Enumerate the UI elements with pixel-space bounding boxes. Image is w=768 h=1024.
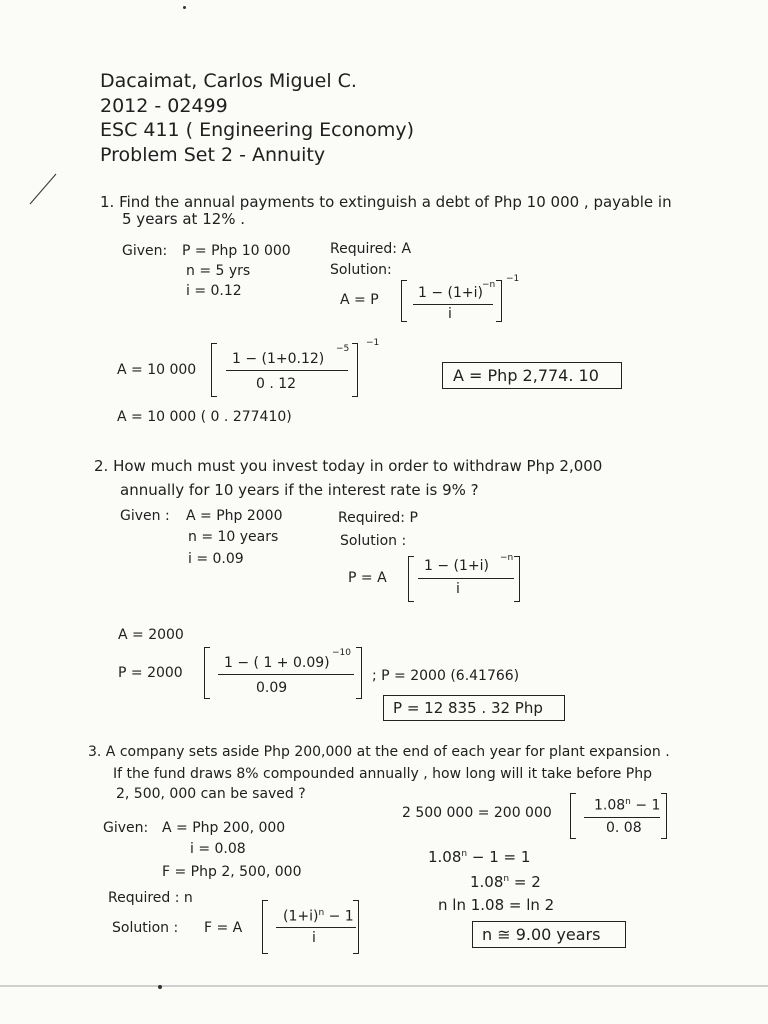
p3-eq-num-text: 1.08 [594, 797, 626, 814]
p1-formula-outer-exp: −1 [506, 274, 520, 284]
p1-sub-left-bracket [211, 343, 217, 397]
p2-sub-num-exp: −10 [332, 648, 351, 658]
p1-formula-lhs: A = P [340, 292, 379, 308]
p3-required: Required : n [108, 890, 193, 906]
p3-log-step3: n ln 1.08 = ln 2 [438, 896, 555, 914]
p3-formula-left-bracket [262, 900, 268, 954]
p1-given-p: P = Php 10 000 [182, 243, 291, 259]
p2-formula-denominator: i [456, 581, 460, 597]
p1-formula-num-exp: −n [482, 280, 496, 290]
p2-given-a: A = Php 2000 [186, 508, 283, 524]
p3-solution-label: Solution : [112, 920, 179, 936]
p2-given-n: n = 10 years [188, 529, 279, 545]
p2-question-line2: annually for 10 years if the interest rate is 9% ? [120, 481, 479, 499]
p2-sub-left-bracket [204, 647, 210, 699]
problem-set-title: Problem Set 2 - Annuity [100, 144, 326, 166]
student-id: 2012 - 02499 [100, 95, 228, 117]
p3-formula-num-exp: n [318, 908, 325, 918]
p1-formula-denominator: i [448, 306, 452, 322]
p1-solution-label: Solution: [330, 262, 392, 278]
p1-sub-numerator: 1 − (1+0.12) [232, 351, 325, 367]
p3-eq-right-bracket [661, 793, 667, 839]
p3-eq-lhs: 2 500 000 = 200 000 [402, 805, 552, 821]
p1-question-line2: 5 years at 12% . [122, 210, 246, 228]
p3-given-i: i = 0.08 [190, 841, 246, 857]
scan-speck [158, 985, 162, 989]
p2-formula-left-bracket [408, 556, 414, 602]
p3-given-a: A = Php 200, 000 [162, 820, 286, 836]
p3-formula-fraction-bar [276, 927, 356, 928]
p2-sub-step2: ; P = 2000 (6.41766) [372, 668, 520, 684]
margin-mark [28, 172, 58, 206]
p2-question-line1: 2. How much must you invest today in order to withdraw Php 2,000 [94, 457, 603, 475]
p1-answer: A = Php 2,774. 10 [453, 366, 599, 385]
p1-given-label: Given: [122, 243, 168, 259]
p3-log-step1-tail: − 1 = 1 [467, 848, 531, 866]
p3-log-step2 [470, 873, 541, 891]
p3-eq-num-base [594, 797, 660, 814]
p1-sub-outer-exp: −1 [366, 338, 380, 348]
student-name: Dacaimat, Carlos Miguel C. [100, 70, 357, 92]
p1-sub-lhs: A = 10 000 [117, 362, 197, 378]
p1-formula-right-bracket [496, 280, 502, 322]
p2-sub-lhs: P = 2000 [118, 665, 183, 681]
p3-formula-right-bracket [353, 900, 359, 954]
p2-solution-label: Solution : [340, 533, 407, 549]
p1-formula-fraction-bar [413, 304, 493, 305]
p3-eq-denominator: 0. 08 [606, 820, 642, 836]
p3-log-step2-tail: = 2 [509, 873, 541, 891]
p3-given-label: Given: [103, 820, 149, 836]
p2-formula-numerator: 1 − (1+i) [424, 558, 489, 574]
p2-sub-numerator: 1 − ( 1 + 0.09) [224, 655, 330, 671]
p3-question-line1: 3. A company sets aside Php 200,000 at the end of each year for plant expansion . [88, 744, 670, 760]
page-bottom-edge [0, 985, 768, 987]
p2-formula-fraction-bar [418, 578, 514, 579]
p2-required: Required: P [338, 510, 418, 526]
p3-given-f: F = Php 2, 500, 000 [162, 864, 302, 880]
p3-answer: n ≅ 9.00 years [482, 925, 601, 944]
p3-log-step1-base: 1.08 [428, 848, 462, 866]
p1-sub-fraction-bar [226, 370, 348, 371]
p2-formula-num-exp: −n [500, 553, 514, 563]
p3-log-step1 [428, 848, 530, 866]
p2-sub-right-bracket [356, 647, 362, 699]
p1-sub-num-exp: −5 [336, 344, 350, 354]
p3-formula-num-tail: − 1 [324, 908, 354, 925]
scan-speck-top [183, 6, 186, 9]
p3-question-line2: If the fund draws 8% compounded annually , how long will it take before Php [113, 766, 652, 782]
p1-sub-denominator: 0 . 12 [256, 376, 297, 392]
p1-given-i: i = 0.12 [186, 283, 242, 299]
p3-log-step2-base: 1.08 [470, 873, 504, 891]
p3-eq-left-bracket [570, 793, 576, 839]
p1-required: Required: A [330, 241, 412, 257]
p3-formula-num-text: (1+i) [283, 908, 319, 925]
p3-log-step2-exp: n [503, 874, 510, 884]
p2-sub-step0: A = 2000 [118, 627, 184, 643]
p3-eq-fraction-bar [584, 817, 660, 818]
course-title: ESC 411 ( Engineering Economy) [100, 119, 415, 141]
p3-formula-num [283, 908, 354, 925]
p3-eq-num-tail: − 1 [630, 797, 661, 814]
p3-formula-denominator: i [312, 930, 316, 946]
p3-eq-num-exp: n [625, 797, 631, 807]
p1-formula-numerator: 1 − (1+i) [418, 285, 483, 301]
p2-sub-fraction-bar [218, 674, 354, 675]
p2-answer: P = 12 835 . 32 Php [393, 699, 543, 717]
p2-given-label: Given : [120, 508, 170, 524]
p3-question-line3: 2, 500, 000 can be saved ? [116, 786, 306, 802]
p1-given-n: n = 5 yrs [186, 263, 251, 279]
p2-sub-denominator: 0.09 [256, 680, 288, 696]
p1-sub-right-bracket [352, 343, 358, 397]
p3-formula-lhs: F = A [204, 920, 243, 936]
p1-question-line1: 1. Find the annual payments to extinguish a debt of Php 10 000 , payable in [100, 193, 672, 211]
p1-formula-left-bracket [401, 280, 407, 322]
p1-sub-step2: A = 10 000 ( 0 . 277410) [117, 409, 292, 425]
p2-formula-right-bracket [514, 556, 520, 602]
p2-given-i: i = 0.09 [188, 551, 244, 567]
p3-log-step1-exp: n [461, 849, 468, 859]
p2-formula-lhs: P = A [348, 570, 387, 586]
